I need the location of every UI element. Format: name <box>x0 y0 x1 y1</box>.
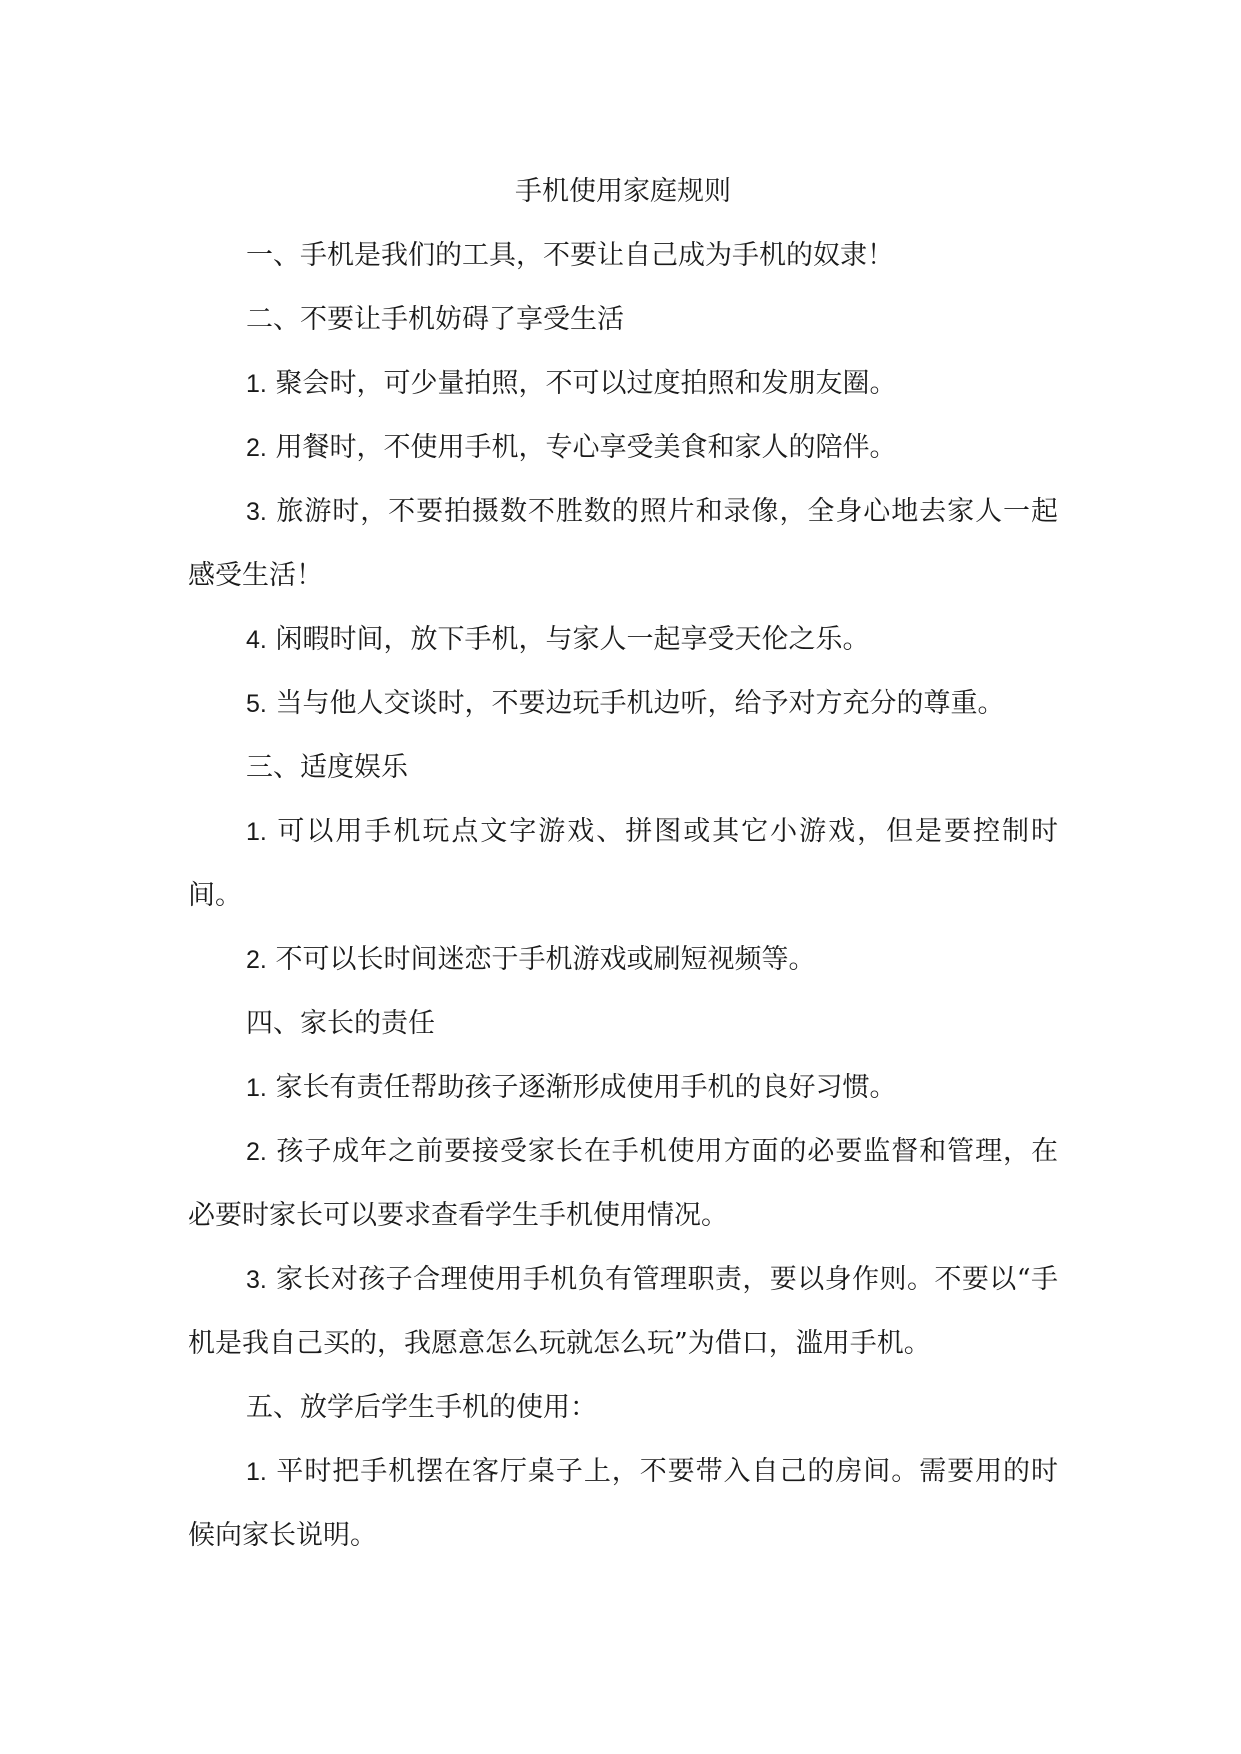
list-item <box>188 352 1058 416</box>
item-number: 3. <box>246 1266 267 1294</box>
list-item <box>188 480 1058 608</box>
item-number: 2. <box>246 1138 267 1166</box>
item-number: 3. <box>246 498 267 526</box>
paragraph-text: 二、不要让手机妨碍了享受生活 <box>246 304 624 335</box>
list-item <box>188 608 1058 672</box>
list-item <box>188 672 1058 736</box>
section-heading <box>188 288 1058 352</box>
paragraph-text: 五、放学后学生手机的使用： <box>246 1392 597 1423</box>
item-number: 1. <box>246 1074 267 1102</box>
paragraph-text: 家长对孩子合理使用手机负有管理职责，要以身作则。不要以“手机是我自己买的，我愿意怎么玩就怎么玩”为借口，滥用手机。 <box>188 1264 1058 1359</box>
item-number: 5. <box>246 690 267 718</box>
item-number: 1. <box>246 370 267 398</box>
paragraph-text: 孩子成年之前要接受家长在手机使用方面的必要监督和管理，在必要时家长可以要求查看学生手机使用情况。 <box>188 1136 1058 1231</box>
paragraph-text: 三、适度娱乐 <box>246 752 408 783</box>
paragraph-text: 不可以长时间迷恋于手机游戏或刷短视频等。 <box>266 944 816 975</box>
list-item <box>188 1248 1058 1376</box>
section-heading <box>188 736 1058 800</box>
list-item <box>188 800 1058 928</box>
paragraph-text: 闲暇时间，放下手机，与家人一起享受天伦之乐。 <box>266 624 870 655</box>
item-number: 4. <box>246 626 267 654</box>
paragraph-text: 旅游时，不要拍摄数不胜数的照片和录像，全身心地去家人一起感受生活！ <box>188 496 1058 591</box>
paragraph-text: 用餐时，不使用手机，专心享受美食和家人的陪伴。 <box>266 432 897 463</box>
list-item <box>188 1120 1058 1248</box>
paragraph-text: 四、家长的责任 <box>246 1008 435 1039</box>
document-body <box>188 160 1058 1568</box>
paragraph-text: 当与他人交谈时，不要边玩手机边听，给予对方充分的尊重。 <box>266 688 1005 719</box>
document-title: 手机使用家庭规则 <box>515 176 731 207</box>
section-heading <box>188 1376 1058 1440</box>
item-number: 2. <box>246 946 267 974</box>
section-heading <box>188 224 1058 288</box>
item-number: 1. <box>246 1458 267 1486</box>
section-heading <box>188 992 1058 1056</box>
list-item <box>188 928 1058 992</box>
paragraph-text: 平时把手机摆在客厅桌子上，不要带入自己的房间。需要用的时候向家长说明。 <box>188 1456 1058 1551</box>
paragraph-text: 家长有责任帮助孩子逐渐形成使用手机的良好习惯。 <box>266 1072 897 1103</box>
paragraph-text: 聚会时，可少量拍照，不可以过度拍照和发朋友圈。 <box>266 368 897 399</box>
paragraph-text: 可以用手机玩点文字游戏、拼图或其它小游戏，但是要控制时间。 <box>188 816 1058 911</box>
list-item <box>188 1056 1058 1120</box>
paragraph-text: 一、手机是我们的工具，不要让自己成为手机的奴隶！ <box>246 240 894 271</box>
list-item <box>188 416 1058 480</box>
item-number: 2. <box>246 434 267 462</box>
item-number: 1. <box>246 818 267 846</box>
list-item <box>188 1440 1058 1568</box>
